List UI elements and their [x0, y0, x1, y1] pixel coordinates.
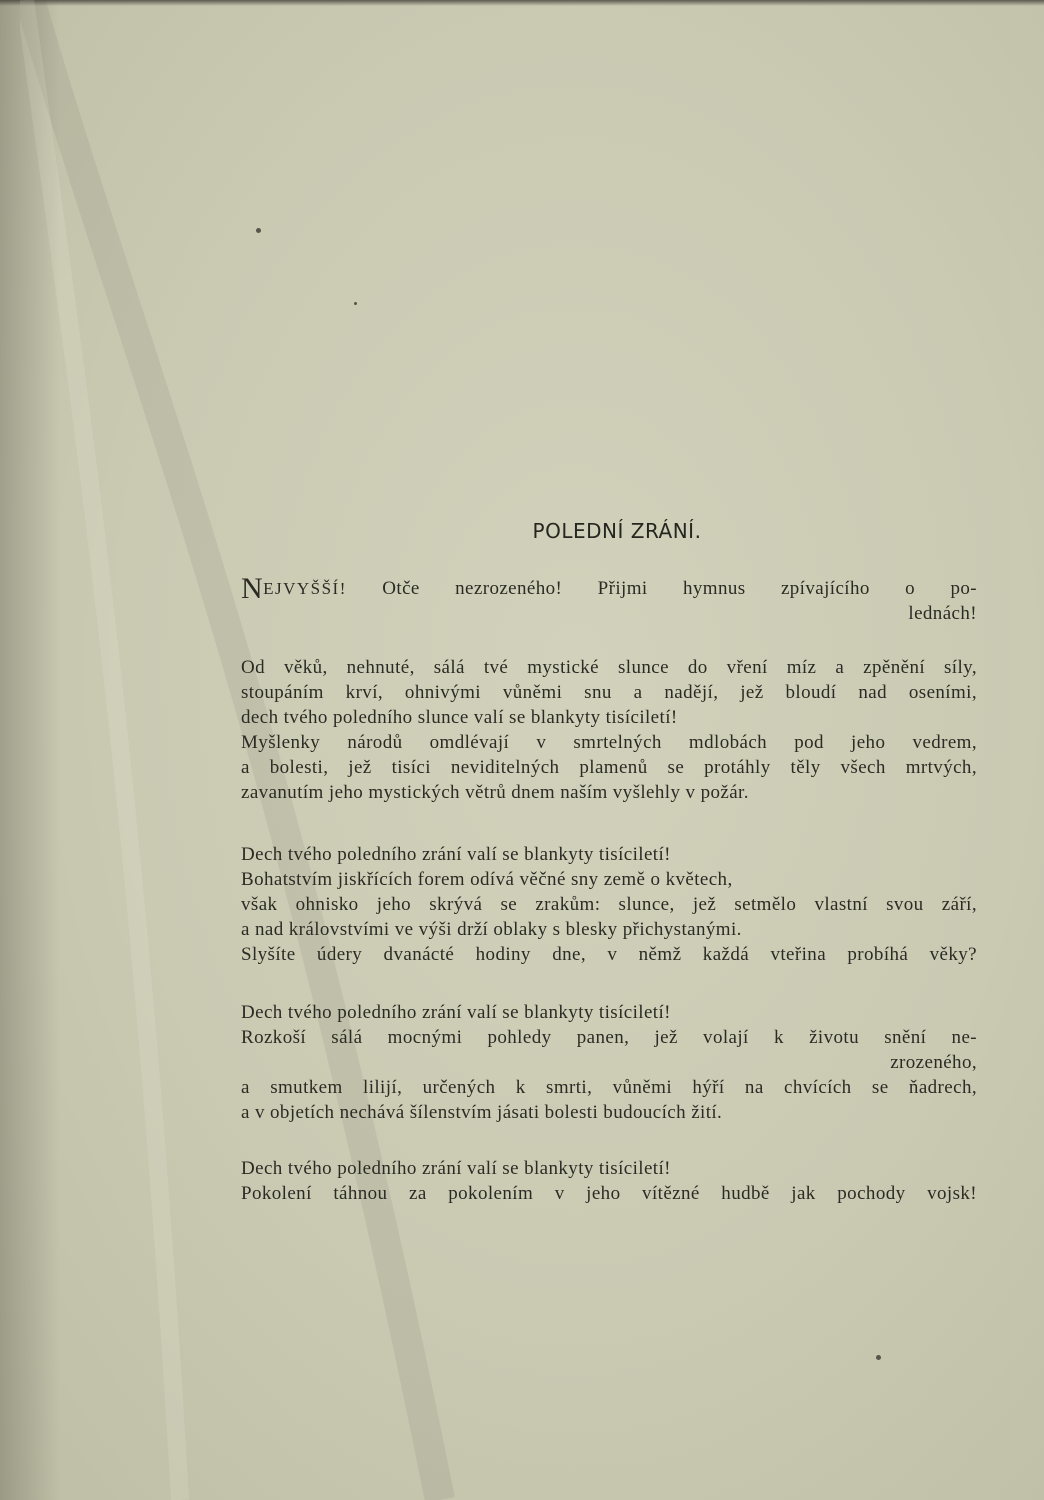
poem-line: a nad královstvími ve výši drží oblaky s blesky přichystanými.: [241, 919, 742, 940]
poem-line: dech tvého poledního slunce valí se blankyty tisíciletí!: [241, 707, 678, 728]
poem-line: Myšlenky národů omdlévají v smrtelných mdlobách pod jeho vedrem,: [241, 732, 977, 753]
poem-line: a v objetích nechává šílenstvím jásati bolesti budoucích žití.: [241, 1102, 723, 1123]
ink-speck: [876, 1355, 881, 1360]
poem-title: POLEDNÍ ZRÁNÍ.: [532, 519, 702, 543]
poem-line: a smutkem lilijí, určených k smrti, vůněmi hýří na chvících se ňadrech,: [241, 1077, 977, 1098]
poem-line: zrozeného,: [890, 1052, 977, 1073]
poem-stanza-2: [241, 842, 977, 967]
poem-intro: [241, 572, 977, 626]
poem-line: Pokolení táhnou za pokolením v jeho vítězné hudbě jak pochody vojsk!: [241, 1183, 977, 1204]
ink-speck: [256, 228, 261, 233]
poem-line: však ohnisko jeho skrývá se zrakům: slunce, jež setmělo vlastní svou září,: [241, 894, 977, 915]
poem-line: Dech tvého poledního zrání valí se blankyty tisíciletí!: [241, 1002, 671, 1023]
poem-line: [241, 572, 977, 605]
poem-line: Dech tvého poledního zrání valí se blankyty tisíciletí!: [241, 1158, 671, 1179]
poem-line: Rozkoší sálá mocnými pohledy panen, jež volají k životu snění ne-: [241, 1027, 977, 1048]
poem-line: stoupáním krví, ohnivými vůněmi snu a nadějí, jež bloudí nad oseními,: [241, 682, 977, 703]
poem-line-text: Otče nezrozeného! Přijmi hymnus zpívajícího o po-: [382, 578, 977, 599]
ink-speck: [354, 302, 357, 305]
poem-line: Dech tvého poledního zrání valí se blankyty tisíciletí!: [241, 844, 671, 865]
poem-stanza-1: [241, 655, 977, 805]
poem-line: Bohatstvím jiskřících forem odívá věčné sny země o květech,: [241, 869, 733, 890]
drop-initial: N: [241, 572, 264, 605]
poem-line: zavanutím jeho mystických větrů dnem naším vyšlehly v požár.: [241, 782, 749, 803]
poem-line: a bolesti, jež tisíci neviditelných plamenů se protáhly těly všech mrtvých,: [241, 757, 977, 778]
poem-stanza-4: [241, 1156, 977, 1206]
first-word-caps: EJVYŠŠÍ!: [263, 579, 347, 598]
poem-line: Od věků, nehnuté, sálá tvé mystické slunce do vření míz a zpěnění síly,: [241, 657, 977, 678]
poem-line: Slyšíte údery dvanácté hodiny dne, v němž každá vteřina probíhá věky?: [241, 944, 977, 965]
poem-line: lednách!: [908, 603, 977, 624]
poem-stanza-3: [241, 1000, 977, 1125]
